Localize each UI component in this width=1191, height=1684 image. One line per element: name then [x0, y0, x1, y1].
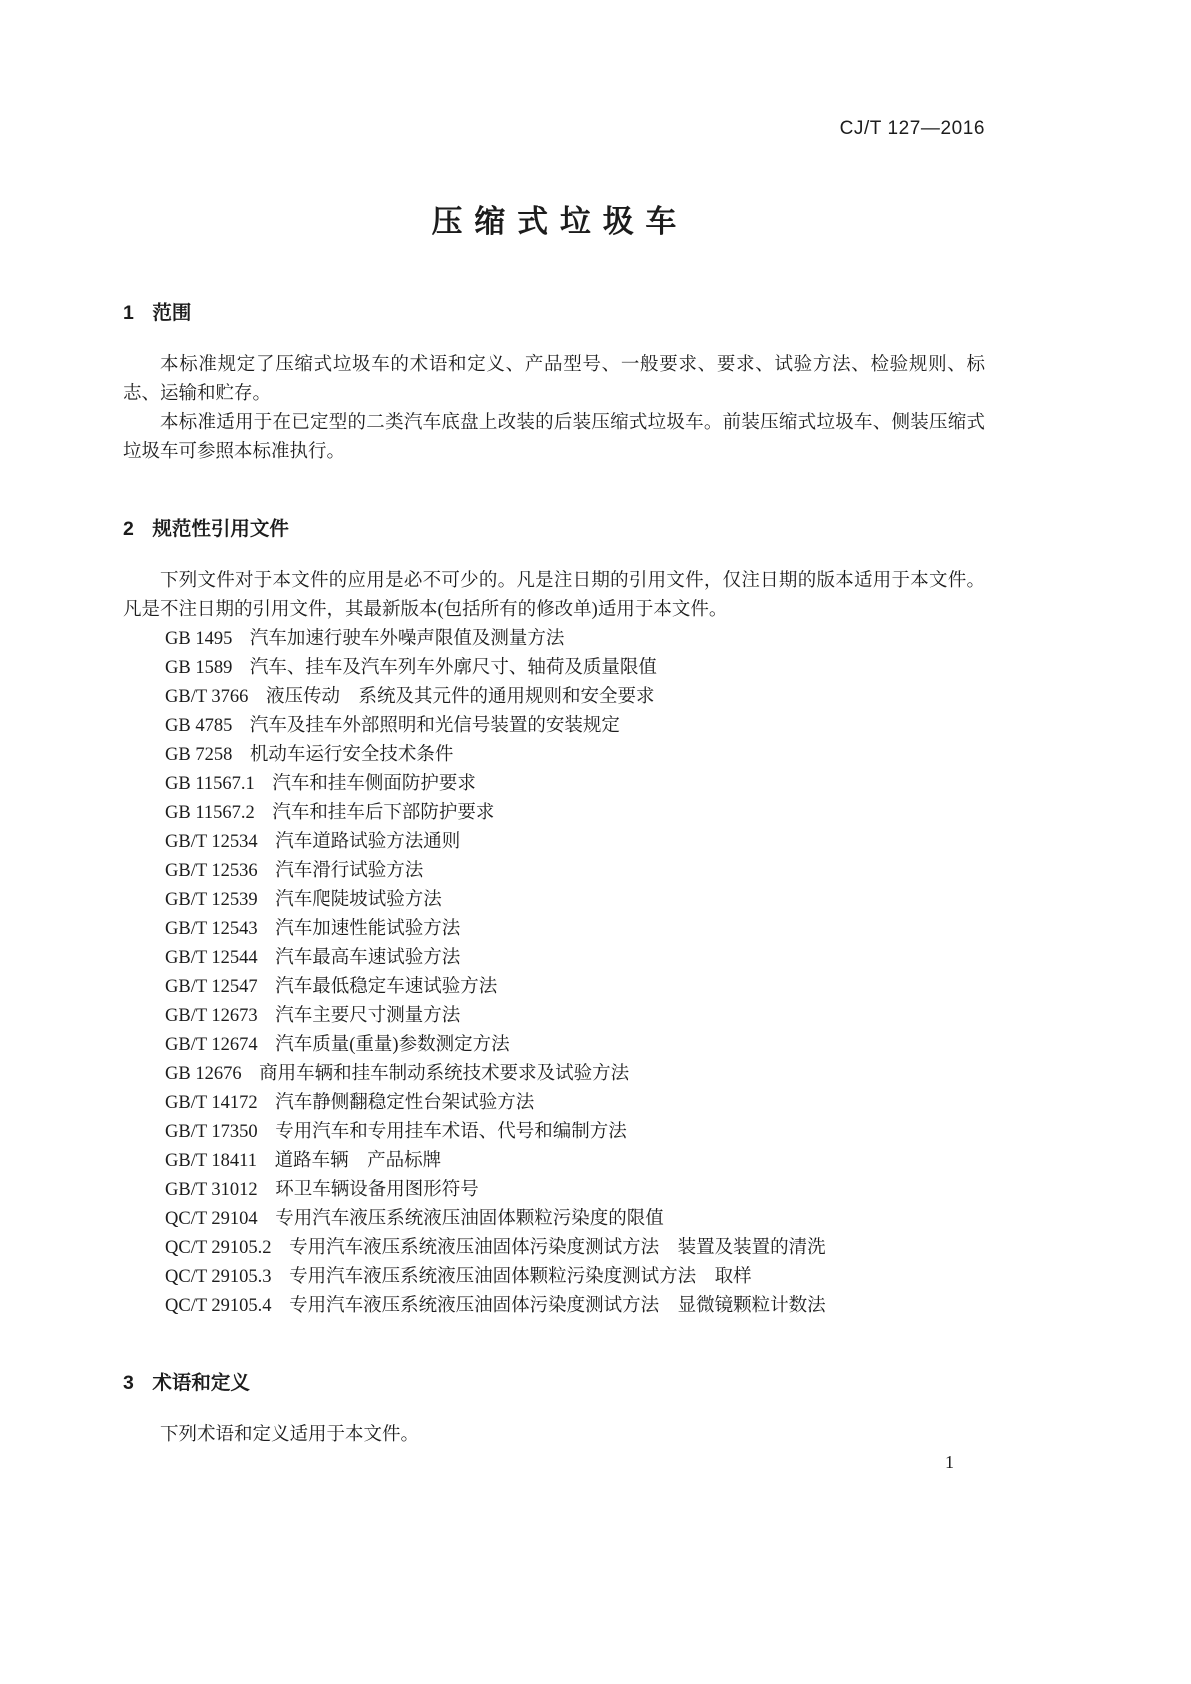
reference-code: GB/T 18411 [165, 1151, 257, 1171]
reference-title: 汽车滑行试验方法 [275, 861, 424, 881]
reference-title: 汽车最高车速试验方法 [275, 948, 461, 968]
section-heading [123, 513, 985, 541]
reference-title: 汽车和挂车后下部防护要求 [272, 803, 495, 823]
reference-code: GB/T 12673 [165, 1006, 258, 1026]
reference-item [165, 1002, 985, 1031]
reference-title: 汽车加速性能试验方法 [275, 919, 461, 939]
paragraph: 下列文件对于本文件的应用是必不可少的。凡是注日期的引用文件，仅注日期的版本适用于本文件。凡是不注日期的引用文件，其最新版本(包括所有的修改单)适用于本文件。 [123, 571, 985, 620]
reference-title: 专用汽车液压系统液压油固体颗粒污染度测试方法 取样 [289, 1267, 752, 1287]
reference-code: GB/T 12536 [165, 861, 258, 881]
reference-item [165, 886, 985, 915]
reference-title: 专用汽车液压系统液压油固体污染度测试方法 装置及装置的清洗 [289, 1238, 826, 1258]
reference-item [165, 973, 985, 1002]
reference-item [165, 1031, 985, 1060]
reference-item [165, 1292, 985, 1321]
section-number: 3 [123, 1372, 134, 1394]
reference-title: 环卫车辆设备用图形符号 [275, 1180, 479, 1200]
reference-title: 商用车辆和挂车制动系统技术要求及试验方法 [259, 1064, 630, 1084]
page-number: 1 [945, 1452, 954, 1472]
paragraph: 下列术语和定义适用于本文件。 [160, 1425, 420, 1445]
document-title: 压缩式垃圾车 [431, 204, 689, 239]
section-number: 2 [123, 518, 134, 540]
reference-item [165, 654, 985, 683]
reference-title: 道路车辆 产品标牌 [274, 1151, 442, 1171]
reference-title: 专用汽车和专用挂车术语、代号和编制方法 [275, 1122, 627, 1142]
reference-code: QC/T 29105.3 [165, 1267, 272, 1287]
reference-code: GB/T 12539 [165, 890, 258, 910]
reference-item [165, 857, 985, 886]
reference-item [165, 625, 985, 654]
section-scope [123, 297, 985, 467]
reference-item [165, 1176, 985, 1205]
reference-code: GB/T 14172 [165, 1093, 258, 1113]
reference-title: 液压传动 系统及其元件的通用规则和安全要求 [266, 687, 655, 707]
reference-item [165, 683, 985, 712]
reference-item [165, 1234, 985, 1263]
reference-code: GB 4785 [165, 716, 233, 736]
reference-title: 汽车质量(重量)参数测定方法 [275, 1035, 510, 1055]
reference-item [165, 1118, 985, 1147]
reference-code: QC/T 29105.2 [165, 1238, 272, 1258]
reference-title: 专用汽车液压系统液压油固体颗粒污染度的限值 [275, 1209, 664, 1229]
section-title: 范围 [152, 302, 192, 324]
reference-code: GB/T 12547 [165, 977, 258, 997]
reference-title: 汽车爬陡坡试验方法 [275, 890, 442, 910]
reference-item [165, 1089, 985, 1118]
reference-title: 汽车加速行驶车外噪声限值及测量方法 [249, 629, 565, 649]
reference-code: GB/T 12544 [165, 948, 258, 968]
reference-item [165, 712, 985, 741]
section-heading [123, 297, 985, 325]
section-number: 1 [123, 302, 134, 324]
reference-item [165, 1263, 985, 1292]
reference-title: 汽车静侧翻稳定性台架试验方法 [275, 1093, 535, 1113]
standard-number: CJ/T 127—2016 [839, 118, 985, 139]
reference-list [123, 625, 985, 1321]
reference-title: 机动车运行安全技术条件 [249, 745, 454, 765]
section-normative-references [123, 513, 985, 1321]
reference-code: GB 1589 [165, 658, 233, 678]
reference-code: QC/T 29104 [165, 1209, 258, 1229]
reference-code: GB/T 12674 [165, 1035, 258, 1055]
reference-title: 汽车和挂车侧面防护要求 [272, 774, 476, 794]
reference-item [165, 1060, 985, 1089]
reference-item [165, 799, 985, 828]
paragraph: 本标准规定了压缩式垃圾车的术语和定义、产品型号、一般要求、要求、试验方法、检验规则、标志、运输和贮存。 [123, 355, 985, 404]
section-terms-and-definitions [123, 1367, 985, 1450]
reference-code: GB 11567.1 [165, 774, 255, 794]
reference-code: QC/T 29105.4 [165, 1296, 272, 1316]
reference-item [165, 915, 985, 944]
reference-code: GB/T 12543 [165, 919, 258, 939]
reference-code: GB/T 31012 [165, 1180, 258, 1200]
section-title: 规范性引用文件 [152, 518, 289, 540]
reference-code: GB/T 17350 [165, 1122, 258, 1142]
reference-code: GB/T 3766 [165, 687, 249, 707]
reference-title: 汽车及挂车外部照明和光信号装置的安装规定 [249, 716, 620, 736]
reference-code: GB 12676 [165, 1064, 242, 1084]
page-content [123, 0, 985, 1450]
section-heading [123, 1367, 985, 1395]
reference-title: 汽车道路试验方法通则 [275, 832, 461, 852]
reference-code: GB 7258 [165, 745, 233, 765]
reference-title: 汽车主要尺寸测量方法 [275, 1006, 461, 1026]
paragraph: 本标准适用于在已定型的二类汽车底盘上改装的后装压缩式垃圾车。前装压缩式垃圾车、侧装压缩式垃圾车可参照本标准执行。 [123, 413, 985, 462]
reference-title: 专用汽车液压系统液压油固体污染度测试方法 显微镜颗粒计数法 [289, 1296, 826, 1316]
reference-code: GB 1495 [165, 629, 233, 649]
reference-item [165, 828, 985, 857]
reference-title: 汽车、挂车及汽车列车外廓尺寸、轴荷及质量限值 [249, 658, 657, 678]
reference-code: GB 11567.2 [165, 803, 255, 823]
reference-item [165, 1147, 985, 1176]
reference-item [165, 741, 985, 770]
section-title: 术语和定义 [152, 1372, 250, 1394]
reference-title: 汽车最低稳定车速试验方法 [275, 977, 498, 997]
reference-code: GB/T 12534 [165, 832, 258, 852]
reference-item [165, 944, 985, 973]
reference-item [165, 1205, 985, 1234]
reference-item [165, 770, 985, 799]
